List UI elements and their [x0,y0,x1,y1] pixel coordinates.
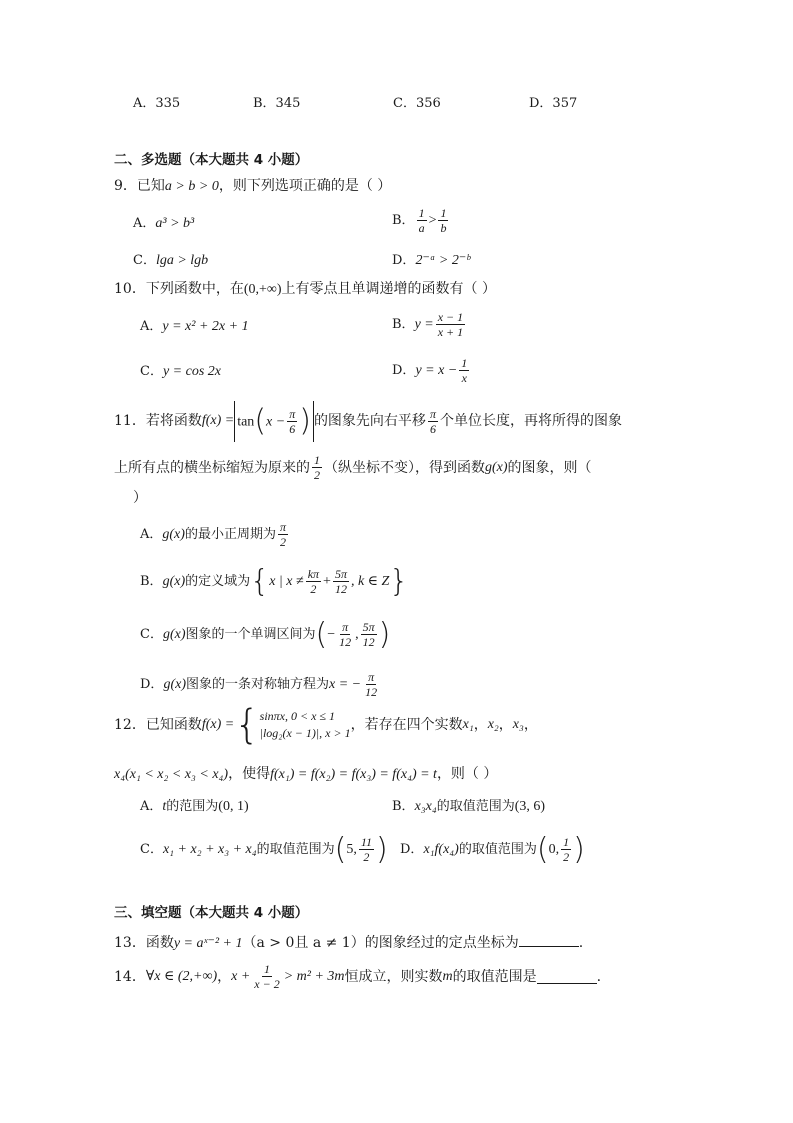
q11-a-frac: $\frac{\pi}{2}$ [279,520,286,549]
q14 [114,962,601,991]
q11-option-a [140,520,290,549]
q9-b-frac-right: $\frac{1}{b}$ [440,206,447,235]
q12-c-paren-right: ) [375,831,388,867]
q12-b-text: 的取值范围为 [436,799,515,814]
q10-b-lhs: y = [414,317,434,332]
q14-answer-blank[interactable] [537,969,597,984]
q11-pi-over-6: $\frac{\pi}{6}$ [289,406,296,436]
q10-option-d [392,356,471,385]
q11-c-paren-right: ) [378,616,391,652]
q14-suffix: 恒成立，则实数 [344,968,443,985]
q11-c-gx: g(x) [162,626,186,642]
q12-option-d [400,831,585,867]
q12-a-label: A． [140,799,163,814]
q11-paren-right: ) [299,403,311,438]
q9-d-math: 2⁻ᵃ > 2⁻ᵇ [415,253,471,268]
q12-a-var: t [162,799,167,814]
q10-c-label: C． [140,364,163,379]
q9-option-a [133,214,194,234]
q14-lhs: x + [231,968,251,984]
q9-b-frac-left: $\frac{1}{a}$ [418,206,425,235]
q8-option-a: A．335 [133,96,181,111]
q12-sep2: ， [498,717,513,733]
q8-option-b: B．345 [253,96,301,111]
q10-a-label: A． [140,319,163,334]
q13-suffix: 的图象经过的定点坐标为 [364,935,519,951]
q10-interval: (0,+∞) [243,282,282,297]
q11-line2 [114,453,592,482]
q12-d-label: D． [400,841,424,857]
q12-stem [114,702,538,748]
q12-a-range: (0, 1) [218,799,249,814]
q9-stem-suffix: ，则下列选项正确的是（ ） [218,178,392,194]
q9-c-math: lga > lgb [155,253,209,268]
q11-c-comma: , [355,626,359,642]
q11-line2-prefix: 上所有点的横坐标缩短为原来的 [114,459,310,476]
q14-prefix: 14． [114,968,146,985]
q11-option-d [140,670,381,699]
q12-b-range: (3, 6) [514,799,546,814]
q14-end: . [596,968,602,985]
section3-title: 三、填空题（本大题共 4 小题） [114,905,309,921]
q9-c-label: C． [133,253,156,268]
q12-c-left: 5, [346,841,357,857]
q14-sep: ， [217,968,232,985]
q12-x3: x₃ [512,717,524,732]
q11-d-eq: x = − [329,676,362,692]
q14-frac: $\frac{1}{x - 2}$ [254,962,280,991]
q11-stem-mid2: 个单位长度，再将所得的图象 [439,413,622,429]
q14-rhs: > m² + 3m [283,968,345,984]
q12-stem-suffix: ，若存在四个实数 [350,717,463,733]
q9-option-d [392,251,470,271]
q12-sep1: ， [473,717,488,733]
q12-c-var: x₁ + x₂ + x₃ + x₄ [162,841,257,857]
q12-cases [260,708,351,742]
q10-c-math: y = cos 2x [162,364,221,379]
q12-d-left: 0, [548,841,560,857]
q10-option-b [392,310,467,339]
q12-option-a [140,797,249,817]
q11-stem-mid: 的图象先向右平移 [313,413,426,429]
q11-tan: tan [237,414,255,429]
q11-stem-prefix: 11．若将函数 [114,413,202,429]
q11-tan-inner: x − [266,414,286,429]
q11-b-plus: + [323,573,331,589]
q11-b-gx: g(x) [162,573,186,589]
q9-stem [114,176,391,197]
q11-c-neg: − [327,626,336,642]
q12-c-text: 的取值范围为 [256,841,335,857]
q12-c-label: C． [140,841,163,857]
q11-option-b [140,563,409,599]
q12-line2-math: x₄(x₁ < x₂ < x₃ < x₄) [114,767,229,782]
q9-a-label: A． [133,216,156,231]
q12-d-paren-right: ) [573,831,585,867]
q12-c-frac: $\frac{11}{2}$ [360,835,372,864]
q11-a-gx: g(x) [162,526,185,542]
q11-d-gx: g(x) [163,676,186,692]
q9-b-gt: > [428,213,437,228]
q12-brace: { [234,702,260,748]
q9-d-label: D． [392,253,416,268]
q14-forall: ∀x ∈ (2,+∞) [145,968,218,984]
q11-option-c [140,616,391,652]
q11-b-frac-k: $\frac{k\pi}{2}$ [307,567,320,596]
q11-c-frac-b: $\frac{5\pi}{12}$ [362,620,375,649]
q10-b-label: B． [392,317,415,332]
q11-b-tail: , k ∈ Z [350,573,390,589]
q11-func-lhs: f(x) = [201,413,235,428]
q9-b-label: B． [392,213,415,228]
q11-b-brace-right: } [389,563,409,599]
q8-option-c: C．356 [393,96,441,111]
q10-stem-prefix: 10．下列函数中，在 [114,281,244,297]
q11-shift-frac: $\frac{\pi}{6}$ [429,406,436,436]
q11-a-label: A． [140,526,163,542]
q12-x1: x₁ [462,717,474,732]
q9-option-b [392,206,450,235]
q11-b-frac-5: $\frac{5\pi}{12}$ [334,567,347,596]
q12-d-frac: $\frac{1}{2}$ [563,835,570,864]
q11-b-label: B． [140,573,163,589]
q12-line2 [114,764,497,785]
q14-var: m [442,968,453,984]
q11-a-text: 的最小正周期为 [184,526,276,542]
q11-paren-left: ( [254,403,267,438]
section2-title: 二、多选题（本大题共 4 小题） [114,152,309,168]
q10-option-a [140,317,249,337]
q12-b-var: x₃x₄ [414,799,437,814]
q9-stem-math: a > b > 0 [164,179,219,194]
q10-a-math: y = x² + 2x + 1 [162,319,249,334]
q11-d-frac: $\frac{\pi}{12}$ [365,670,378,699]
q8-option-d: D．357 [529,96,578,111]
q13-func: y = aˣ⁻² + 1 [173,936,243,951]
q11-b-brace-left: { [250,563,270,599]
q10-d-frac: $\frac{1}{x}$ [461,356,468,385]
q11-line2-mid: （纵坐标不变），得到函数 [324,459,485,476]
q12-func-lhs: f(x) = [201,717,235,732]
q12-d-var: x₁f(x₄) [423,841,459,857]
q11-b-set-left: x | x ≠ [269,573,304,589]
q10-b-frac: $\frac{x - 1}{x + 1}$ [437,310,464,339]
q11-c-frac-a: $\frac{\pi}{12}$ [339,620,352,649]
q11-line2-suffix: 的图象，则（ [507,459,592,476]
q12-d-paren-left: ( [536,831,549,867]
q10-stem [114,279,496,300]
q12-line2-suffix: ，则（ ） [436,766,498,782]
q11-abs [234,401,314,442]
q12-option-c [140,831,388,867]
q11-b-text: 的定义域为 [185,573,251,589]
q10-d-label: D． [392,363,416,378]
q11-c-paren-left: ( [315,616,328,652]
q12-x2: x₂ [487,717,499,732]
q10-stem-suffix: 上有零点且单调递增的函数有（ ） [281,281,496,297]
q13-prefix: 13．函数 [114,935,174,951]
q13-cond: （a > 0且 a ≠ 1） [242,935,365,951]
q9-a-math: a³ > b³ [155,216,195,231]
q10-d-lhs: y = x − [415,363,458,378]
q9-option-c [133,251,208,271]
q12-case2: |log₂(x − 1)|, x > 1 [259,726,351,740]
q11-c-label: C． [140,626,163,642]
q13-end: . [578,935,584,951]
q14-suffix2: 的取值范围是 [452,968,537,985]
q12-sep3: ， [523,717,538,733]
q11-line3: ） [133,490,147,506]
q12-case1: sinπx, 0 < x ≤ 1 [259,709,336,723]
q12-option-b [392,797,545,817]
q12-stem-prefix: 12．已知函数 [114,717,202,733]
q11-c-text: 图象的一个单调区间为 [185,626,316,642]
q12-line2-eq: f(x₁) = f(x₂) = f(x₃) = f(x₄) = t [270,767,437,782]
q12-c-paren-left: ( [334,831,347,867]
q12-d-text: 的取值范围为 [458,841,537,857]
q12-line2-mid: ，使得 [228,766,271,782]
q13 [114,932,583,954]
q13-answer-blank[interactable] [519,932,579,947]
q11-gx: g(x) [485,459,508,475]
q11-d-text: 图象的一条对称轴方程为 [185,676,329,692]
q10-option-c [140,362,221,382]
q9-stem-prefix: 9．已知 [114,178,165,194]
q12-a-text: 的范围为 [166,799,219,814]
q12-b-label: B． [392,799,415,814]
q11-half: $\frac{1}{2}$ [314,453,320,482]
q11-d-label: D． [140,676,164,692]
q11-stem [114,404,622,438]
